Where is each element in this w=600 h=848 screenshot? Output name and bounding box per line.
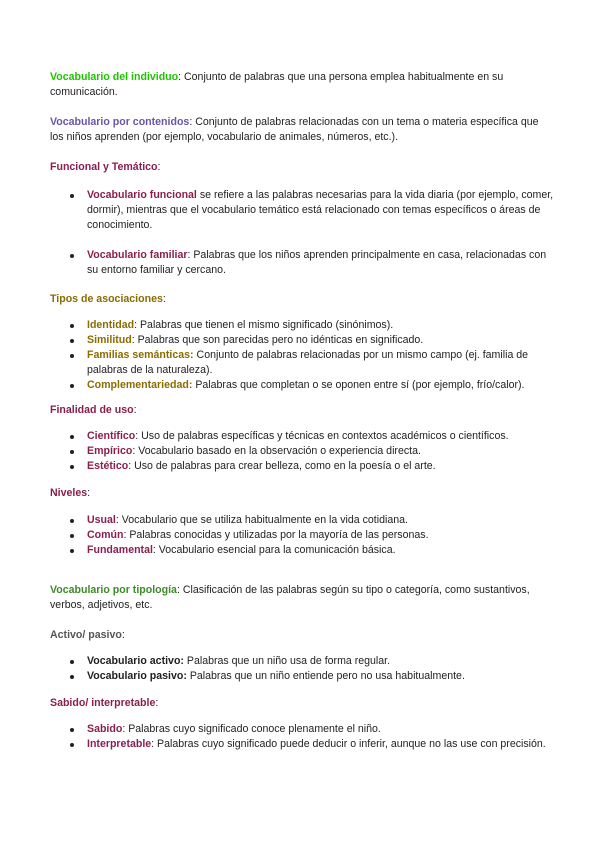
- list-levels: [50, 513, 555, 558]
- list-item-text: se refiere a las palabras necesarias para la vida diaria (por ejemplo, comer, dormir), mientras que el vocabulario temático está relacionado con temas específicos o áreas de conocimiento.: [87, 189, 554, 231]
- list-item: [50, 248, 555, 278]
- list-item: [50, 378, 555, 393]
- heading-associations: [50, 292, 555, 307]
- heading-colon: :: [133, 404, 137, 416]
- list-associations: [50, 318, 555, 393]
- list-item-text: : Palabras que son parecidas pero no idénticas en significado.: [131, 334, 424, 346]
- list-item-term: Empírico: [87, 445, 133, 457]
- def-individual: : Conjunto de palabras que una persona emplea habitualmente en su comunicación.: [50, 71, 504, 98]
- list-item-term: Vocabulario familiar: [87, 249, 188, 261]
- list-item: [50, 188, 555, 233]
- list-item-term: Vocabulario activo:: [87, 655, 184, 667]
- heading-colon: :: [121, 629, 125, 641]
- list-item: [50, 459, 555, 474]
- heading-active-label: Activo/ pasivo: [50, 629, 122, 641]
- list-item-term: Identidad: [87, 319, 135, 331]
- heading-colon: :: [155, 697, 159, 709]
- list-item: [50, 737, 555, 752]
- list-item-text: Palabras que completan o se oponen entre sí (por ejemplo, frío/calor).: [192, 379, 525, 391]
- intro-contents: [50, 115, 555, 145]
- list-item-text: : Vocabulario basado en la observación o experiencia directa.: [132, 445, 421, 457]
- list-item-term: Científico: [87, 430, 136, 442]
- list-item: [50, 654, 555, 669]
- list-item: [50, 528, 555, 543]
- list-item-term: Similitud: [87, 334, 132, 346]
- list-item-text: : Palabras que tienen el mismo significado (sinónimos).: [134, 319, 394, 331]
- list-item: [50, 318, 555, 333]
- heading-colon: :: [162, 293, 166, 305]
- heading-purpose-label: Finalidad de uso: [50, 404, 134, 416]
- list-item-term: Vocabulario pasivo:: [87, 670, 187, 682]
- list-item: [50, 543, 555, 558]
- term-individual: Vocabulario del individuo: [50, 71, 179, 83]
- list-item-text: : Palabras que los niños aprenden principalmente en casa, relacionadas con su entorno familiar y cercano.: [87, 249, 547, 276]
- heading-colon: :: [157, 161, 161, 173]
- list-item-text: : Vocabulario esencial para la comunicación básica.: [152, 544, 396, 556]
- heading-functional: [50, 160, 555, 175]
- heading-known-label: Sabido/ interpretable: [50, 697, 156, 709]
- heading-colon: :: [87, 487, 91, 499]
- list-item: [50, 669, 555, 684]
- list-item-text: : Uso de palabras para crear belleza, como en la poesía o el arte.: [128, 460, 436, 472]
- list-item-term: Fundamental: [87, 544, 153, 556]
- list-item-term: Familias semánticas:: [87, 349, 194, 361]
- list-item: [50, 333, 555, 348]
- list-item-term: Usual: [87, 514, 116, 526]
- heading-functional-label: Funcional y Temático: [50, 161, 158, 173]
- list-item-term: Complementariedad:: [87, 379, 193, 391]
- list-item-text: Palabras que un niño entiende pero no usa habitualmente.: [186, 670, 465, 682]
- list-item: [50, 429, 555, 444]
- list-active: [50, 654, 555, 684]
- list-item-text: : Vocabulario que se utiliza habitualmente en la vida cotidiana.: [115, 514, 408, 526]
- list-item-text: : Uso de palabras específicas y técnicas en contextos académicos o científicos.: [135, 430, 509, 442]
- def-typology: : Clasificación de las palabras según su tipo o categoría, como sustantivos, verbos, adjetivos, etc.: [50, 584, 530, 611]
- term-typology: Vocabulario por tipología: [50, 584, 177, 596]
- heading-associations-label: Tipos de asociaciones: [50, 293, 163, 305]
- intro-individual: [50, 70, 555, 100]
- list-item-text: : Palabras conocidas y utilizadas por la mayoría de las personas.: [123, 529, 429, 541]
- list-item-term: Estético: [87, 460, 129, 472]
- heading-levels: [50, 486, 555, 501]
- list-item: [50, 513, 555, 528]
- intro-typology: [50, 583, 555, 613]
- list-item-term: Vocabulario funcional: [87, 189, 197, 201]
- list-item-term: Interpretable: [87, 738, 152, 750]
- list-item-text: Conjunto de palabras relacionadas por un mismo campo (ej. familia de palabras de la naturaleza).: [87, 349, 529, 376]
- list-item-text: : Palabras cuyo significado conoce plenamente el niño.: [122, 723, 381, 735]
- list-item-term: Sabido: [87, 723, 123, 735]
- heading-purpose: [50, 403, 555, 418]
- list-item-text: : Palabras cuyo significado puede deducir o inferir, aunque no las use con precisión.: [151, 738, 546, 750]
- def-contents: : Conjunto de palabras relacionadas con un tema o materia específica que los niños aprenden (por ejemplo, vocabulario de animales, números, etc.).: [50, 116, 539, 143]
- heading-active: [50, 628, 555, 643]
- list-item-text: Palabras que un niño usa de forma regular.: [183, 655, 391, 667]
- list-item: [50, 348, 555, 378]
- heading-known: [50, 696, 555, 711]
- list-known: [50, 722, 555, 752]
- list-item-term: Común: [87, 529, 124, 541]
- list-item: [50, 722, 555, 737]
- heading-levels-label: Niveles: [50, 487, 88, 499]
- term-contents: Vocabulario por contenidos: [50, 116, 190, 128]
- list-functional: [50, 188, 555, 278]
- list-purpose: [50, 429, 555, 474]
- list-item: [50, 444, 555, 459]
